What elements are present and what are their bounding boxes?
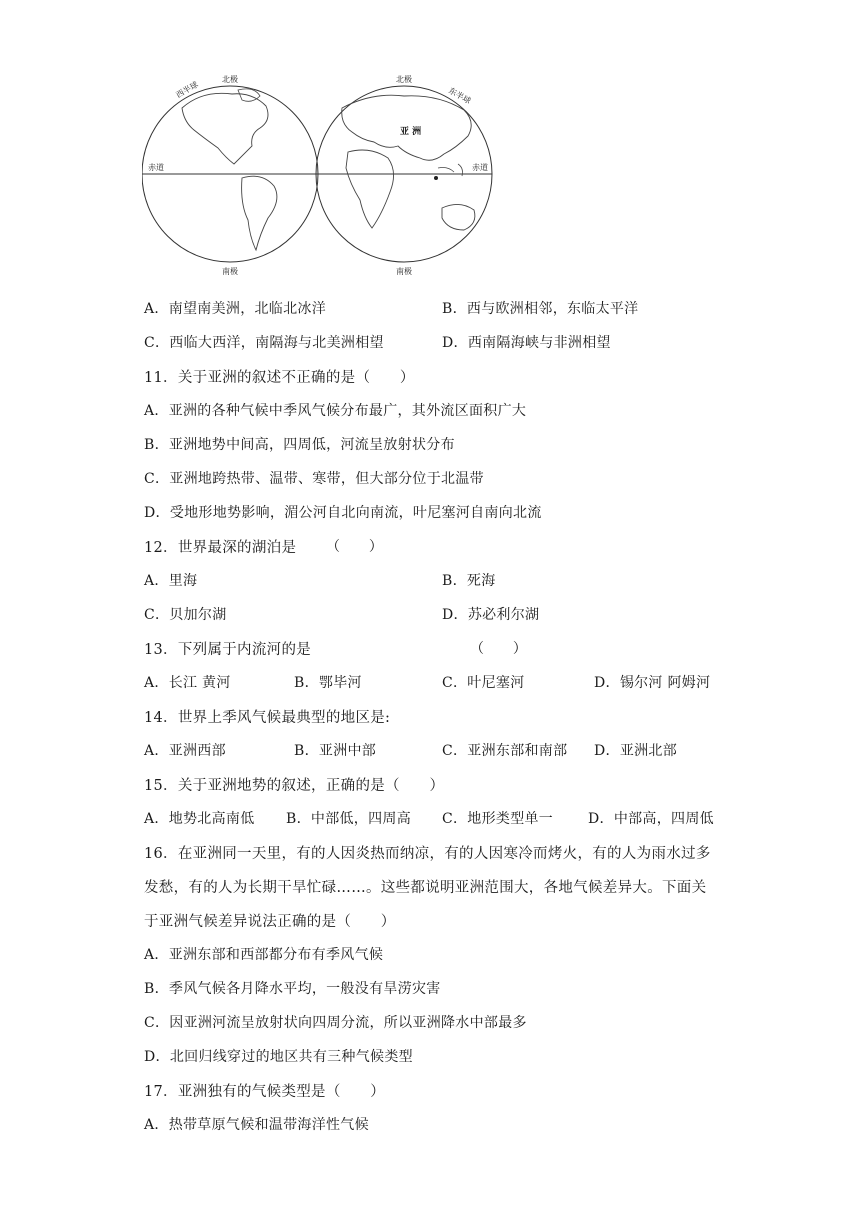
east-hemisphere-label: 东半球 bbox=[447, 85, 473, 106]
north-america-shape bbox=[182, 93, 268, 164]
q14-option-c: C．亚洲东部和南部 bbox=[442, 743, 568, 759]
q12-option-c: C．贝加尔湖 bbox=[144, 607, 227, 623]
equator-label-west: 赤道 bbox=[148, 163, 164, 172]
q10-option-a: A．南望南美洲，北临北冰洋 bbox=[144, 301, 327, 317]
q15-option-b: B．中部低，四周高 bbox=[286, 811, 411, 827]
q11-stem: 11．关于亚洲的叙述不正确的是（ ） bbox=[144, 370, 415, 386]
q13-stem: 13．下列属于内流河的是 bbox=[144, 642, 312, 658]
q12-paren: （ ） bbox=[326, 539, 384, 555]
q15-option-d: D．中部高，四周低 bbox=[588, 811, 714, 827]
q13-option-d: D．锡尔河 阿姆河 bbox=[594, 675, 711, 691]
q16-stem-line1: 16．在亚洲同一天里，有的人因炎热而纳凉，有的人因寒冷而烤火，有的人为雨水过多 bbox=[144, 846, 711, 862]
q16-option-b: B．季风气候各月降水平均，一般没有旱涝灾害 bbox=[144, 981, 441, 997]
q12-option-a: A．里海 bbox=[144, 573, 198, 589]
q13-paren: （ ） bbox=[470, 641, 528, 657]
q13-option-c: C．叶尼塞河 bbox=[442, 675, 525, 691]
q14-option-d: D．亚洲北部 bbox=[594, 743, 678, 759]
q13-option-b: B．鄂毕河 bbox=[294, 675, 362, 691]
q17-option-a: A．热带草原气候和温带海洋性气候 bbox=[144, 1117, 369, 1133]
south-pole-label-west: 南极 bbox=[222, 267, 238, 276]
north-pole-label-west: 北极 bbox=[222, 75, 238, 84]
q10-option-c: C．西临大西洋，南隔海与北美洲相望 bbox=[144, 335, 384, 351]
q16-option-d: D．北回归线穿过的地区共有三种气候类型 bbox=[144, 1049, 413, 1065]
q16-stem-line2: 发愁，有的人为长期干旱忙碌……。这些都说明亚洲范围大，各地气候差异大。下面关 bbox=[144, 880, 707, 896]
west-hemisphere-label: 西半球 bbox=[174, 79, 200, 100]
q15-stem: 15．关于亚洲地势的叙述，正确的是（ ） bbox=[144, 778, 445, 794]
q14-stem: 14．世界上季风气候最典型的地区是: bbox=[144, 710, 391, 726]
q14-option-a: A．亚洲西部 bbox=[144, 743, 226, 759]
q14-option-b: B．亚洲中部 bbox=[294, 743, 377, 759]
south-pole-label-east: 南极 bbox=[396, 267, 412, 276]
hemisphere-map bbox=[142, 68, 502, 280]
q16-option-c: C．因亚洲河流呈放射状向四周分流，所以亚洲降水中部最多 bbox=[144, 1015, 527, 1031]
q12-stem: 12．世界最深的湖泊是 bbox=[144, 540, 297, 556]
q11-option-b: B．亚洲地势中间高，四周低，河流呈放射状分布 bbox=[144, 437, 455, 453]
q15-option-a: A．地势北高南低 bbox=[144, 811, 255, 827]
q11-option-d: D．受地形地势影响，湄公河自北向南流，叶尼塞河自南向北流 bbox=[144, 505, 542, 521]
q17-stem: 17．亚洲独有的气候类型是（ ） bbox=[144, 1084, 386, 1100]
equator-label-east: 赤道 bbox=[472, 163, 488, 172]
q15-option-c: C．地形类型单一 bbox=[442, 811, 554, 827]
q16-stem-line3: 于亚洲气候差异说法正确的是（ ） bbox=[144, 914, 396, 930]
south-america-shape bbox=[242, 176, 277, 250]
q11-option-a: A．亚洲的各种气候中季风气候分布最广，其外流区面积广大 bbox=[144, 403, 527, 419]
q12-option-b: B．死海 bbox=[442, 573, 496, 589]
q16-option-a: A．亚洲东部和西部都分布有季风气候 bbox=[144, 947, 384, 963]
q10-option-d: D．西南隔海峡与非洲相望 bbox=[442, 335, 611, 351]
q12-option-d: D．苏必利尔湖 bbox=[442, 607, 540, 623]
highlight-dot bbox=[434, 176, 438, 180]
q13-option-a: A．长江 黄河 bbox=[144, 675, 231, 691]
north-pole-label-east: 北极 bbox=[396, 75, 412, 84]
asia-label: 亚 洲 bbox=[400, 127, 422, 137]
q11-option-c: C．亚洲地跨热带、温带、寒带，但大部分位于北温带 bbox=[144, 471, 484, 487]
africa-shape bbox=[346, 150, 394, 228]
australia-shape bbox=[442, 204, 475, 230]
q10-option-b: B．西与欧洲相邻，东临太平洋 bbox=[442, 301, 639, 317]
